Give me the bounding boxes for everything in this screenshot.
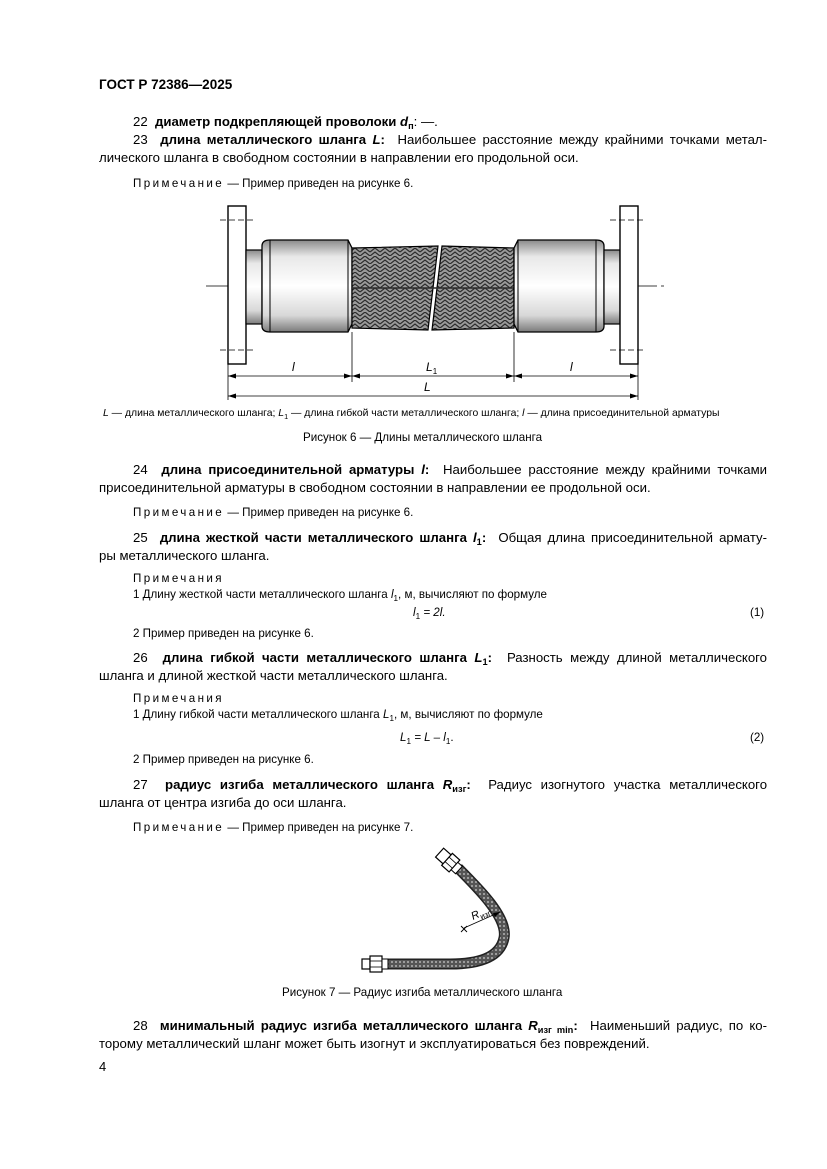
- dim-l-right: l: [570, 360, 573, 374]
- term-27-line1: 27 радиус изгиба металлического шланга $R_{изг}$: Радиус изогнутого участка металлического: [133, 777, 768, 794]
- term-23-line2: лического шланга в свободном состоянии в направлении его продольной оси.: [99, 150, 579, 165]
- page-number: 4: [99, 1059, 107, 1074]
- figure-6-legend: L — длина металлического шланга; $L_1$ — длина гибкой части металлического шланга; l — длина присоединительной арматуры: [103, 408, 720, 421]
- figure-7-caption: Рисунок 7 — Радиус изгиба металлического шланга: [282, 986, 563, 999]
- notes-25-label: Примечания: [133, 572, 224, 585]
- note-23: Примечание — Пример приведен на рисунке 6.: [133, 177, 414, 190]
- left-fitting: [262, 240, 352, 332]
- term-27-title: радиус изгиба металлического шланга: [165, 777, 435, 792]
- term-25-line1: 25 длина жесткой части металлического шланга $l_1$: Общая длина присоединительной армату-: [133, 530, 768, 547]
- bottom-fitting: [362, 956, 388, 972]
- left-flange: [228, 206, 246, 364]
- right-flange: [620, 206, 638, 364]
- note-26-2: 2 Пример приведен на рисунке 6.: [133, 753, 314, 766]
- dim-L: L: [424, 380, 431, 394]
- formula-1: $l_1 = 2l$.: [413, 606, 446, 621]
- term-26-line1: 26 длина гибкой части металлического шланга $L_1$: Разность между длиной металлического: [133, 650, 768, 667]
- note-24: Примечание — Пример приведен на рисунке 6.: [133, 506, 414, 519]
- right-fitting: [514, 240, 604, 332]
- dim-L1: $L_1$: [426, 360, 438, 376]
- figure-7-drawing: [350, 840, 530, 976]
- term-25-title: длина жесткой части металлического шланга: [159, 530, 467, 545]
- formula-2: $L_1 = L - l_1$.: [400, 731, 454, 746]
- figure-6-drawing: [200, 200, 670, 410]
- term-22: 22 диаметр подкрепляющей проволоки $d_п$: —.: [133, 114, 438, 131]
- term-24-title: длина присоединительной арматуры: [161, 462, 415, 477]
- term-26-title: длина гибкой части металлического шланга: [162, 650, 467, 665]
- dim-l-left: l: [292, 360, 295, 374]
- term-25-line2: ры металлического шланга.: [99, 548, 270, 563]
- formula-1-number: (1): [750, 606, 765, 619]
- term-23-title: длина металлического шланга: [160, 132, 367, 147]
- term-28-line2: торому металлический шланг может быть изогнут и эксплуатироваться без повреждений.: [99, 1036, 650, 1051]
- standard-header: ГОСТ Р 72386—2025: [99, 77, 233, 92]
- note-27: Примечание — Пример приведен на рисунке 7.: [133, 821, 414, 834]
- term-24-line2: присоединительной арматуры в свободном состоянии в направлении ее продольной оси.: [99, 480, 651, 495]
- note-25-1: 1 Длину жесткой части металлического шланга $l_1$, м, вычисляют по формуле: [133, 588, 547, 603]
- note-26-1: 1 Длину гибкой части металлического шланга $L_1$, м, вычисляют по формуле: [133, 708, 543, 723]
- term-28-title: минимальный радиус изгиба металлического шланга: [159, 1018, 523, 1033]
- term-28-line1: 28 минимальный радиус изгиба металлического шланга $R_{изг min}$: Наименьший радиус, по ко-: [133, 1018, 767, 1035]
- radius-label: $R_{изг}$: [469, 908, 493, 923]
- notes-26-label: Примечания: [133, 692, 224, 705]
- term-24-line1: 24 длина присоединительной арматуры l: Наибольшее расстояние между крайними точками: [133, 462, 768, 477]
- term-23-line1: 23 длина металлического шланга L: Наибольшее расстояние между крайними точками метал-: [133, 132, 768, 147]
- term-22-title: диаметр подкрепляющей проволоки: [155, 114, 397, 129]
- figure-6-caption: Рисунок 6 — Длины металлического шланга: [303, 431, 543, 444]
- note-25-2: 2 Пример приведен на рисунке 6.: [133, 627, 314, 640]
- term-26-line2: шланга и длиной жесткой части металлического шланга.: [99, 668, 448, 683]
- formula-2-number: (2): [750, 731, 765, 744]
- term-27-line2: шланга от центра изгиба до оси шланга.: [99, 795, 347, 810]
